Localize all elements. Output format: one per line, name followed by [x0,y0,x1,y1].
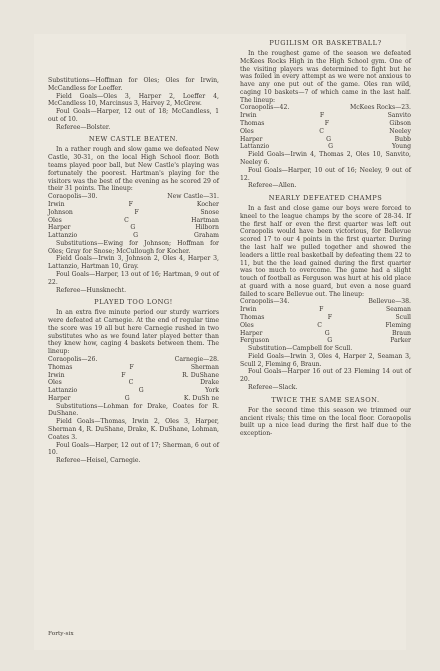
lineup-row [240,330,411,338]
visitor-player: Young [391,143,411,151]
section-heading: PUGILISM OR BASKETBALL? [269,39,382,47]
paragraph: Substitutions—Lohman for Drake, Coates for R. DuShane. [48,402,219,418]
visitor-player: Sanvito [387,112,411,120]
visitor-player: New Castle—31. [167,193,219,201]
lineup-row [240,104,411,112]
paragraph: Referee—Slack. [248,384,298,392]
visitor-player: Braun [391,329,411,337]
visitor-player: Bubb [394,135,411,143]
paragraph: Field Goals—Oles 3, Harper 2, Loeffer 4, McCandless 10, Marcinsus 3, Harvey 2, McGrew. [48,92,219,108]
visitor-player: Seaman [386,306,411,314]
home-player: Harper [240,329,263,337]
lineup-row [240,306,411,314]
paragraph: In an extra five minute period our sturdy warriors were defeated at Carnegie. At the end of regular time the score was 19 all but here Carnegie rushed in two substitutes who as we found later played better than they knew how, caging 4 baskets between them. The lineup: [48,309,219,356]
home-player: Coraopolis—42. [240,104,290,112]
left-column [48,77,219,465]
paragraph: Referee—Hunsknecht. [56,286,127,294]
paragraph: Substitution—Campbell for Scull. [248,345,353,353]
visitor-player: Neeley [389,127,411,135]
section-heading: NEW CASTLE BEATEN. [88,135,179,144]
paragraph: Foul Goals—Harper 16 out of 23 Fleming 14 out of 20. [240,368,411,384]
home-player: Oles [48,379,62,387]
visitor-player: Hilborn [195,224,219,232]
paragraph: Foul Goals—Harper, 12 out of 17; Sherman, 6 out of 10. [48,441,219,457]
visitor-player: R. DuShane [182,371,219,379]
lineup-row [240,298,411,306]
paragraph: Field Goals—Irwin 4, Thomas 2, Oles 10, Sanvito, Neeley 6. [240,151,411,166]
home-player: Irwin [48,200,65,208]
position: F [327,314,333,321]
position: F [319,306,324,314]
lineup-row [240,337,411,345]
paragraph: In a rather rough and slow game we defeated New Castle, 30-31, on the local High School floor. Both teams played poor ball, but New Castle's playing was fortunately the poorest. Hartman's playing for the visitors was the best of the evening as he scored 29 of their 31 points. The lineup: [48,146,219,193]
paragraph: Field Goals—Thomas, Irwin 2, Oles 3, Harper, Sherman 4, R. DuShane, Drake, K. DuShane, Lohman, Coates 3. [48,418,219,441]
section-heading: PLAYED TOO LONG! [94,298,173,307]
visitor-player: K. DuSh ne [183,394,219,402]
right-column [240,35,411,438]
home-player: Harper [240,135,263,143]
visitor-player: Scull [395,314,411,321]
visitor-player: Sherman [190,363,219,371]
home-player: Oles [240,127,254,135]
position: F [134,208,139,216]
visitor-player: Bellevue—38. [368,298,411,306]
home-player: Oles [240,321,254,329]
visitor-player: York [205,387,219,395]
page-folio: Forty-six [48,631,74,637]
lineup-row [48,364,219,372]
home-player: Harper [48,394,71,402]
position: G [326,135,331,143]
home-player: Harper [48,224,71,232]
lineup-row [48,193,219,201]
section-heading: TWICE THE SAME SEASON. [271,395,380,404]
paragraph: Referee—Heisel, Carnegie. [56,457,141,465]
lineup-row [48,201,219,209]
section-heading: NEARLY DEFEATED CHAMPS [268,194,383,203]
lineup-row [240,136,411,144]
paragraph: Referee—Allen. [248,182,297,190]
visitor-player: Drake [200,379,219,387]
position [97,356,174,364]
paragraph: Foul Goals—Harper, 12 out of 18; McCandless, 1 out of 10. [48,108,219,123]
paragraph: In the roughest game of the season we defeated McKees Rocks High in the High School gym. One of the visiting players was determined to fight but he was foiled in every attempt as we were not anxious to have any one put out of the game. Oles ran wild, caging 10 baskets—7 of which came in the last half. The lineup: [240,50,411,104]
home-player: Lattanzio [240,143,270,151]
position: C [128,379,134,387]
paragraph: Field Goals—Irwin 3, Oles 4, Harper 2, Seaman 3, Scull 2, Fleming 6, Braun. [240,352,411,368]
visitor-player: Fleming [385,321,411,329]
lineup-row [240,322,411,330]
position [97,193,167,201]
home-player: Ferguson [240,337,270,345]
visitor-player: McKees Rocks—23. [349,104,411,112]
lineup-row [240,128,411,136]
paragraph: Foul Goals—Harper, 13 out of 16; Hartman, 9 out of 22. [48,270,219,286]
home-player: Thomas [240,120,265,128]
lineup-row [48,232,219,240]
visitor-player: Hartman [191,216,219,224]
paragraph: Substitutions—Hoffman for Oles; Oles for Irwin, McCandless for Loeffer. [48,77,219,92]
lineup-row [48,224,219,232]
position: G [133,232,139,240]
home-player: Coraopolis—26. [48,356,98,363]
lineup-row [48,372,219,380]
position [289,104,350,112]
lineup-row [48,356,219,364]
position: G [138,387,144,395]
position: G [328,143,334,151]
position: C [319,127,324,135]
home-player: Irwin [48,371,65,379]
position: F [324,120,330,128]
lineup-row [48,387,219,395]
position: G [324,329,330,337]
lineup-row [48,379,219,387]
home-player: Oles [48,216,62,224]
position: C [124,216,129,224]
home-player: Lattanzio [48,232,78,240]
position: F [121,371,126,379]
home-player: Thomas [240,314,265,321]
position: C [317,321,322,329]
paragraph: Referee—Bolster. [56,123,111,131]
paragraph: For the second time this season we trimmed our ancient rivals; this time on the local floor. Coraopolis built up a nice lead during the first half due to the exception- [240,406,411,438]
visitor-player: Gibson [389,120,411,128]
visitor-player: Carnegie—28. [174,356,219,363]
home-player: Irwin [240,306,257,314]
lineup-row [240,143,411,151]
home-player: Coraopolis—34. [240,298,290,306]
position: F [129,363,134,371]
lineup-row [48,395,219,403]
position [289,298,368,306]
lineup-row [48,217,219,225]
visitor-player: Kocher [196,200,219,208]
home-player: Johnson [48,208,73,216]
position: G [124,394,130,402]
home-player: Thomas [48,363,73,371]
lineup-row [240,314,411,322]
position: G [130,224,136,232]
position: F [319,112,325,120]
home-player: Lattanzio [48,387,78,395]
paragraph: Foul Goals—Harper, 10 out of 16; Neeley, 9 out of 12. [240,166,411,182]
position: G [327,337,333,345]
visitor-player: Snose [200,208,219,216]
home-player: Irwin [240,112,257,120]
home-player: Coraopolis—30. [48,193,98,201]
lineup-row [240,120,411,128]
visitor-player: Graham [194,232,219,240]
visitor-player: Parker [390,337,411,345]
lineup-row [48,209,219,217]
paragraph: In a fast and close game our boys were forced to kneel to the league champs by the score of 28-34. If the first half or even the first quarter was left out Coraopolis would have been victorious, for Bellevue scored 17 to our 4 points in the first quarter. During the last half we pulled together and showed the leaders a little real basketball by defeating them 22 to 11, but the the lead gained during the first quarter was too much to overcome. The game had a slight touch of football as Ferguson was hurt at his old place at guard with a nose guard, but even a nose guard failed to scare Bellevue out. The lineup: [240,205,411,298]
lineup-row [240,112,411,120]
paragraph: Field Goals—Irwin 3, Johnson 2, Oles 4, Harper 3, Lattanzio, Hartman 10, Gray. [48,255,219,271]
position: F [128,200,133,208]
paragraph: Substitutions—Ewing for Johnson; Hoffman for Oles; Gray for Snose; McCullough for Kocher. [48,239,219,255]
